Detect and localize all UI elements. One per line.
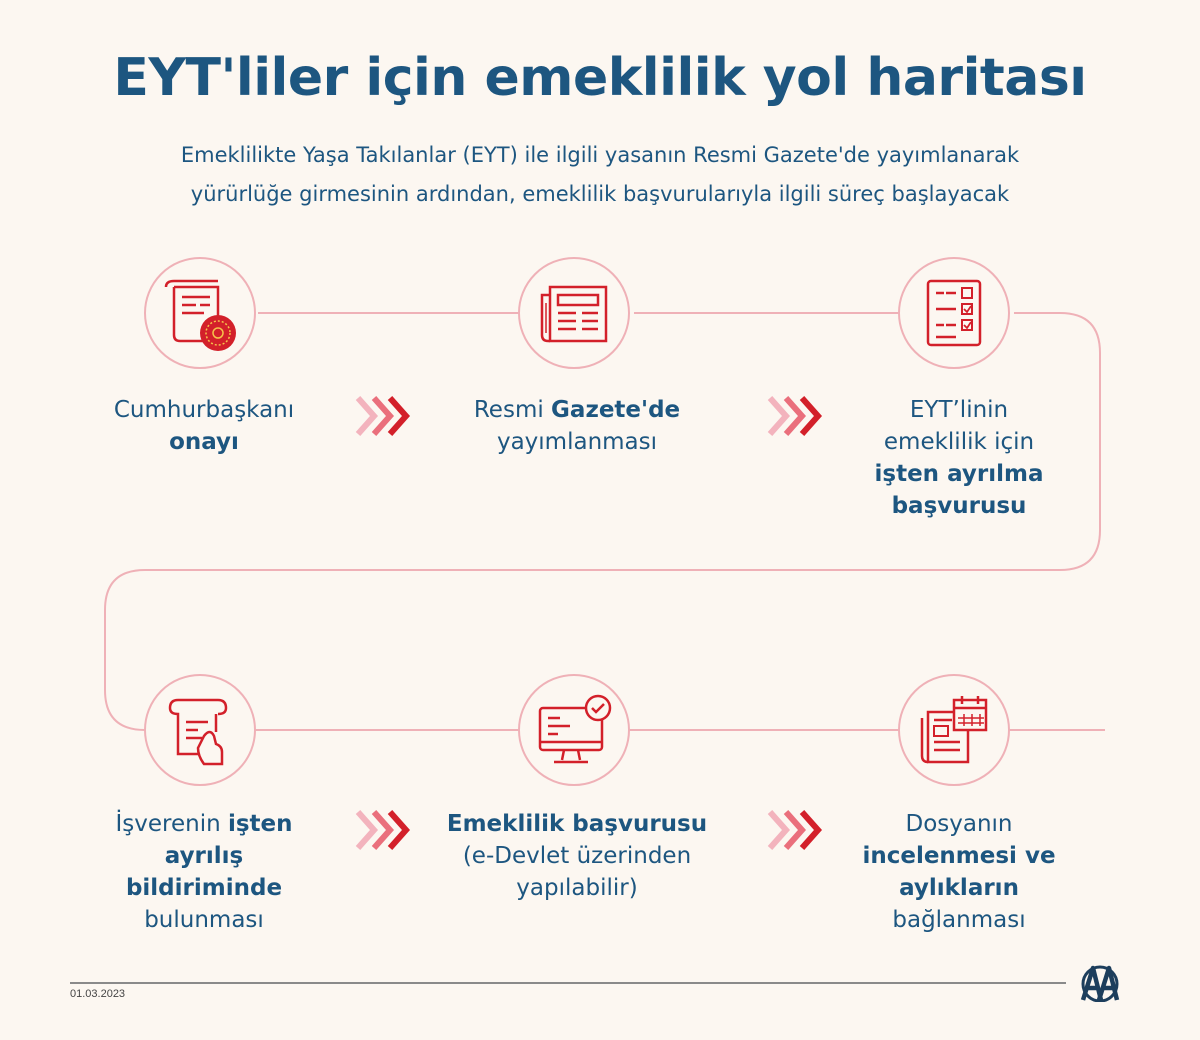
step-4-line-4: bulunması <box>144 907 264 933</box>
step-1-label <box>89 394 319 458</box>
step-2-label <box>462 394 692 458</box>
step-5-line-3: yapılabilir) <box>516 875 638 901</box>
newspaper-icon <box>530 269 618 357</box>
step-4-line-1b: işten <box>227 811 293 837</box>
step-6-line-4: bağlanması <box>892 907 1026 933</box>
step-5-line-2: (e-Devlet üzerinden <box>462 843 692 869</box>
page-title: EYT'liler için emeklilik yol haritası <box>113 48 1087 108</box>
step-2-line-1b: Gazete'de <box>551 397 681 423</box>
step-3-line-1: EYT’linin <box>909 397 1009 423</box>
step-6-label <box>844 808 1074 936</box>
step-2-line-1a: Resmi <box>473 397 552 423</box>
step-3-icon-circle <box>898 257 1010 369</box>
step-1-icon-circle <box>144 257 256 369</box>
chevron-arrow-1 <box>354 394 414 438</box>
subtitle-line-1: Emeklilikte Yaşa Takılanlar (EYT) ile ilgili yasanın Resmi Gazete'de yayımlanarak <box>180 143 1020 167</box>
step-6-line-3: aylıkların <box>899 875 1019 901</box>
subtitle-line-2: yürürlüğe girmesinin ardından, emeklilik başvurularıyla ilgili süreç başlayacak <box>190 182 1010 206</box>
step-3-line-2: emeklilik için <box>883 429 1035 455</box>
step-3-line-4: başvurusu <box>891 493 1027 519</box>
step-5-line-1: Emeklilik başvurusu <box>446 811 708 837</box>
step-5-label <box>446 808 708 904</box>
step-4-line-3: bildiriminde <box>125 875 283 901</box>
step-4-label <box>89 808 319 936</box>
chevron-arrow-2 <box>766 394 826 438</box>
step-3-label <box>844 394 1074 522</box>
step-3-line-3: işten ayrılma <box>874 461 1044 487</box>
chevron-arrow-3 <box>354 808 414 852</box>
step-4-icon-circle <box>144 674 256 786</box>
aa-logo-icon <box>1077 962 1123 1002</box>
computer-check-icon <box>530 686 618 774</box>
chevron-arrow-4 <box>766 808 826 852</box>
step-4-line-2: ayrılış <box>164 843 244 869</box>
scroll-hand-icon <box>156 686 244 774</box>
step-6-line-1: Dosyanın <box>905 811 1013 837</box>
footer-divider <box>70 982 1066 984</box>
decree-document-seal-icon <box>156 269 244 357</box>
step-4-line-1a: İşverenin <box>115 811 228 837</box>
checklist-icon <box>910 269 998 357</box>
step-2-line-2: yayımlanması <box>496 429 658 455</box>
documents-calendar-icon <box>910 686 998 774</box>
step-1-line-1: Cumhurbaşkanı <box>113 397 295 423</box>
step-6-line-2: incelenmesi ve <box>862 843 1056 869</box>
publish-date: 01.03.2023 <box>70 988 126 1000</box>
step-1-line-2: onayı <box>169 429 239 455</box>
step-2-icon-circle <box>518 257 630 369</box>
step-6-icon-circle <box>898 674 1010 786</box>
step-5-icon-circle <box>518 674 630 786</box>
